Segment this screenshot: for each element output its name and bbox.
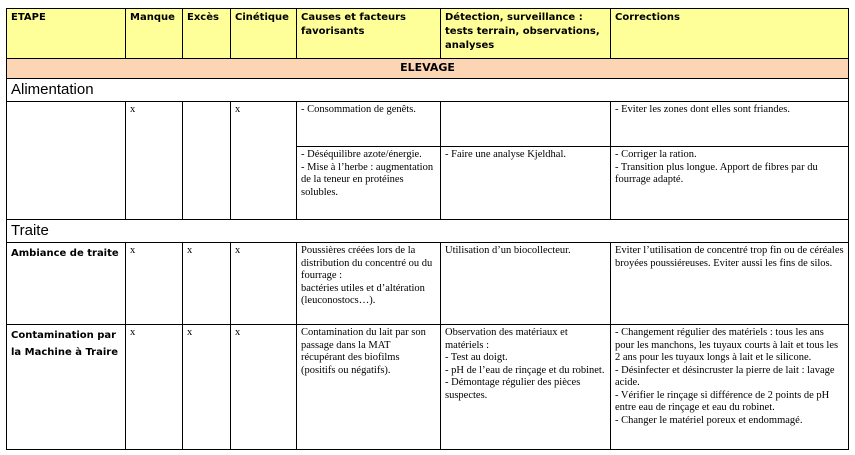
cell-line: - Eviter les zones dont elles sont friandes. [615,104,790,115]
cell-line: - Changement régulier des matériels : tous les ans pour les manchons, les tuyaux courts à lait et tous les 2 ans pour les tuyaux longs à lait et le silicone. [615,327,839,363]
alim2-causes [297,147,441,220]
contamination-causes [297,325,441,450]
cell-line: Observation des matériaux et matériels : [445,327,568,351]
ambiance-exces: x [183,243,231,325]
section-alimentation-label: Alimentation [7,79,849,102]
alim2-detection [441,147,611,220]
alim1-cinetique: x [231,102,297,220]
ambiance-label: Ambiance de traite [7,243,126,325]
contamination-exces: x [183,325,231,450]
contamination-manque: x [126,325,183,450]
header-corrections: Corrections [611,9,849,59]
alim1-causes [297,102,441,147]
cell-line: - Déséquilibre azote/énergie. [301,149,422,160]
cell-line: - Démontage régulier des pièces suspectes. [445,377,581,401]
cell-line: - Désinfecter et désincruster la pierre de lait : lavage acide. [615,364,835,388]
table-row [7,325,849,450]
cell-line: (leuconostocs…). [301,295,376,306]
cell-line: - Test au doigt. [445,352,508,363]
cell-line: - pH de l’eau de rinçage et du robinet. [445,364,605,376]
cell-line: - Consommation de genêts. [301,104,416,115]
cell-line: - Changer le matériel poreux et endommagé. [615,414,803,426]
cell-line: - Faire une analyse Kjeldhal. [445,149,566,160]
section-traite-label: Traite [7,220,849,243]
alim1-corrections [611,102,849,147]
header-exces: Excès [183,9,231,59]
cell-line: - Corriger la ration. [615,149,697,160]
table-row [7,102,849,147]
section-alimentation [7,79,849,102]
ambiance-cinetique: x [231,243,297,325]
cheese-defect-table [6,8,849,450]
header-row [7,9,849,59]
header-cinetique: Cinétique [231,9,297,59]
elevage-label: ELEVAGE [7,59,849,79]
cell-line: Eviter l’utilisation de concentré trop fin ou de céréales broyées poussiéreuses. Eviter aussi les fins de silos. [615,245,844,269]
alim1-detection [441,102,611,147]
contamination-corrections [611,325,849,450]
alim2-corrections [611,147,849,220]
alimentation-etape-cell [7,102,126,220]
cell-line: - Mise à l’herbe : augmentation de la teneur en protéines solubles. [301,161,434,198]
header-causes: Causes et facteurs favorisants [297,9,441,59]
header-detection: Détection, surveillance : tests terrain, observations, analyses [441,9,611,59]
cell-line: - Transition plus longue. Apport de fibres par du fourrage adapté. [615,161,818,185]
ambiance-corrections [611,243,849,325]
contamination-label: Contamination par la Machine à Traire [7,325,126,450]
header-manque: Manque [126,9,183,59]
table-row [7,243,849,325]
contamination-detection [441,325,611,450]
ambiance-manque: x [126,243,183,325]
elevage-row [7,59,849,79]
header-etape: ETAPE [7,9,126,59]
cell-line: bactéries utiles et d’altération [301,282,425,294]
contamination-cinetique: x [231,325,297,450]
cell-line: Contamination du lait par son passage dans la MAT récupérant des biofilms (positifs ou négatifs). [301,327,426,376]
alim1-exces [183,102,231,220]
ambiance-detection [441,243,611,325]
cell-line: Utilisation d’un biocollecteur. [445,245,571,256]
cell-line: - Vérifier le rinçage si différence de 2 points de pH entre eau de rinçage et eau du robinet. [615,389,830,413]
ambiance-causes [297,243,441,325]
cell-line: Poussières créées lors de la distribution du concentré ou du fourrage : [301,245,433,281]
section-traite [7,220,849,243]
alim1-manque: x [126,102,183,220]
